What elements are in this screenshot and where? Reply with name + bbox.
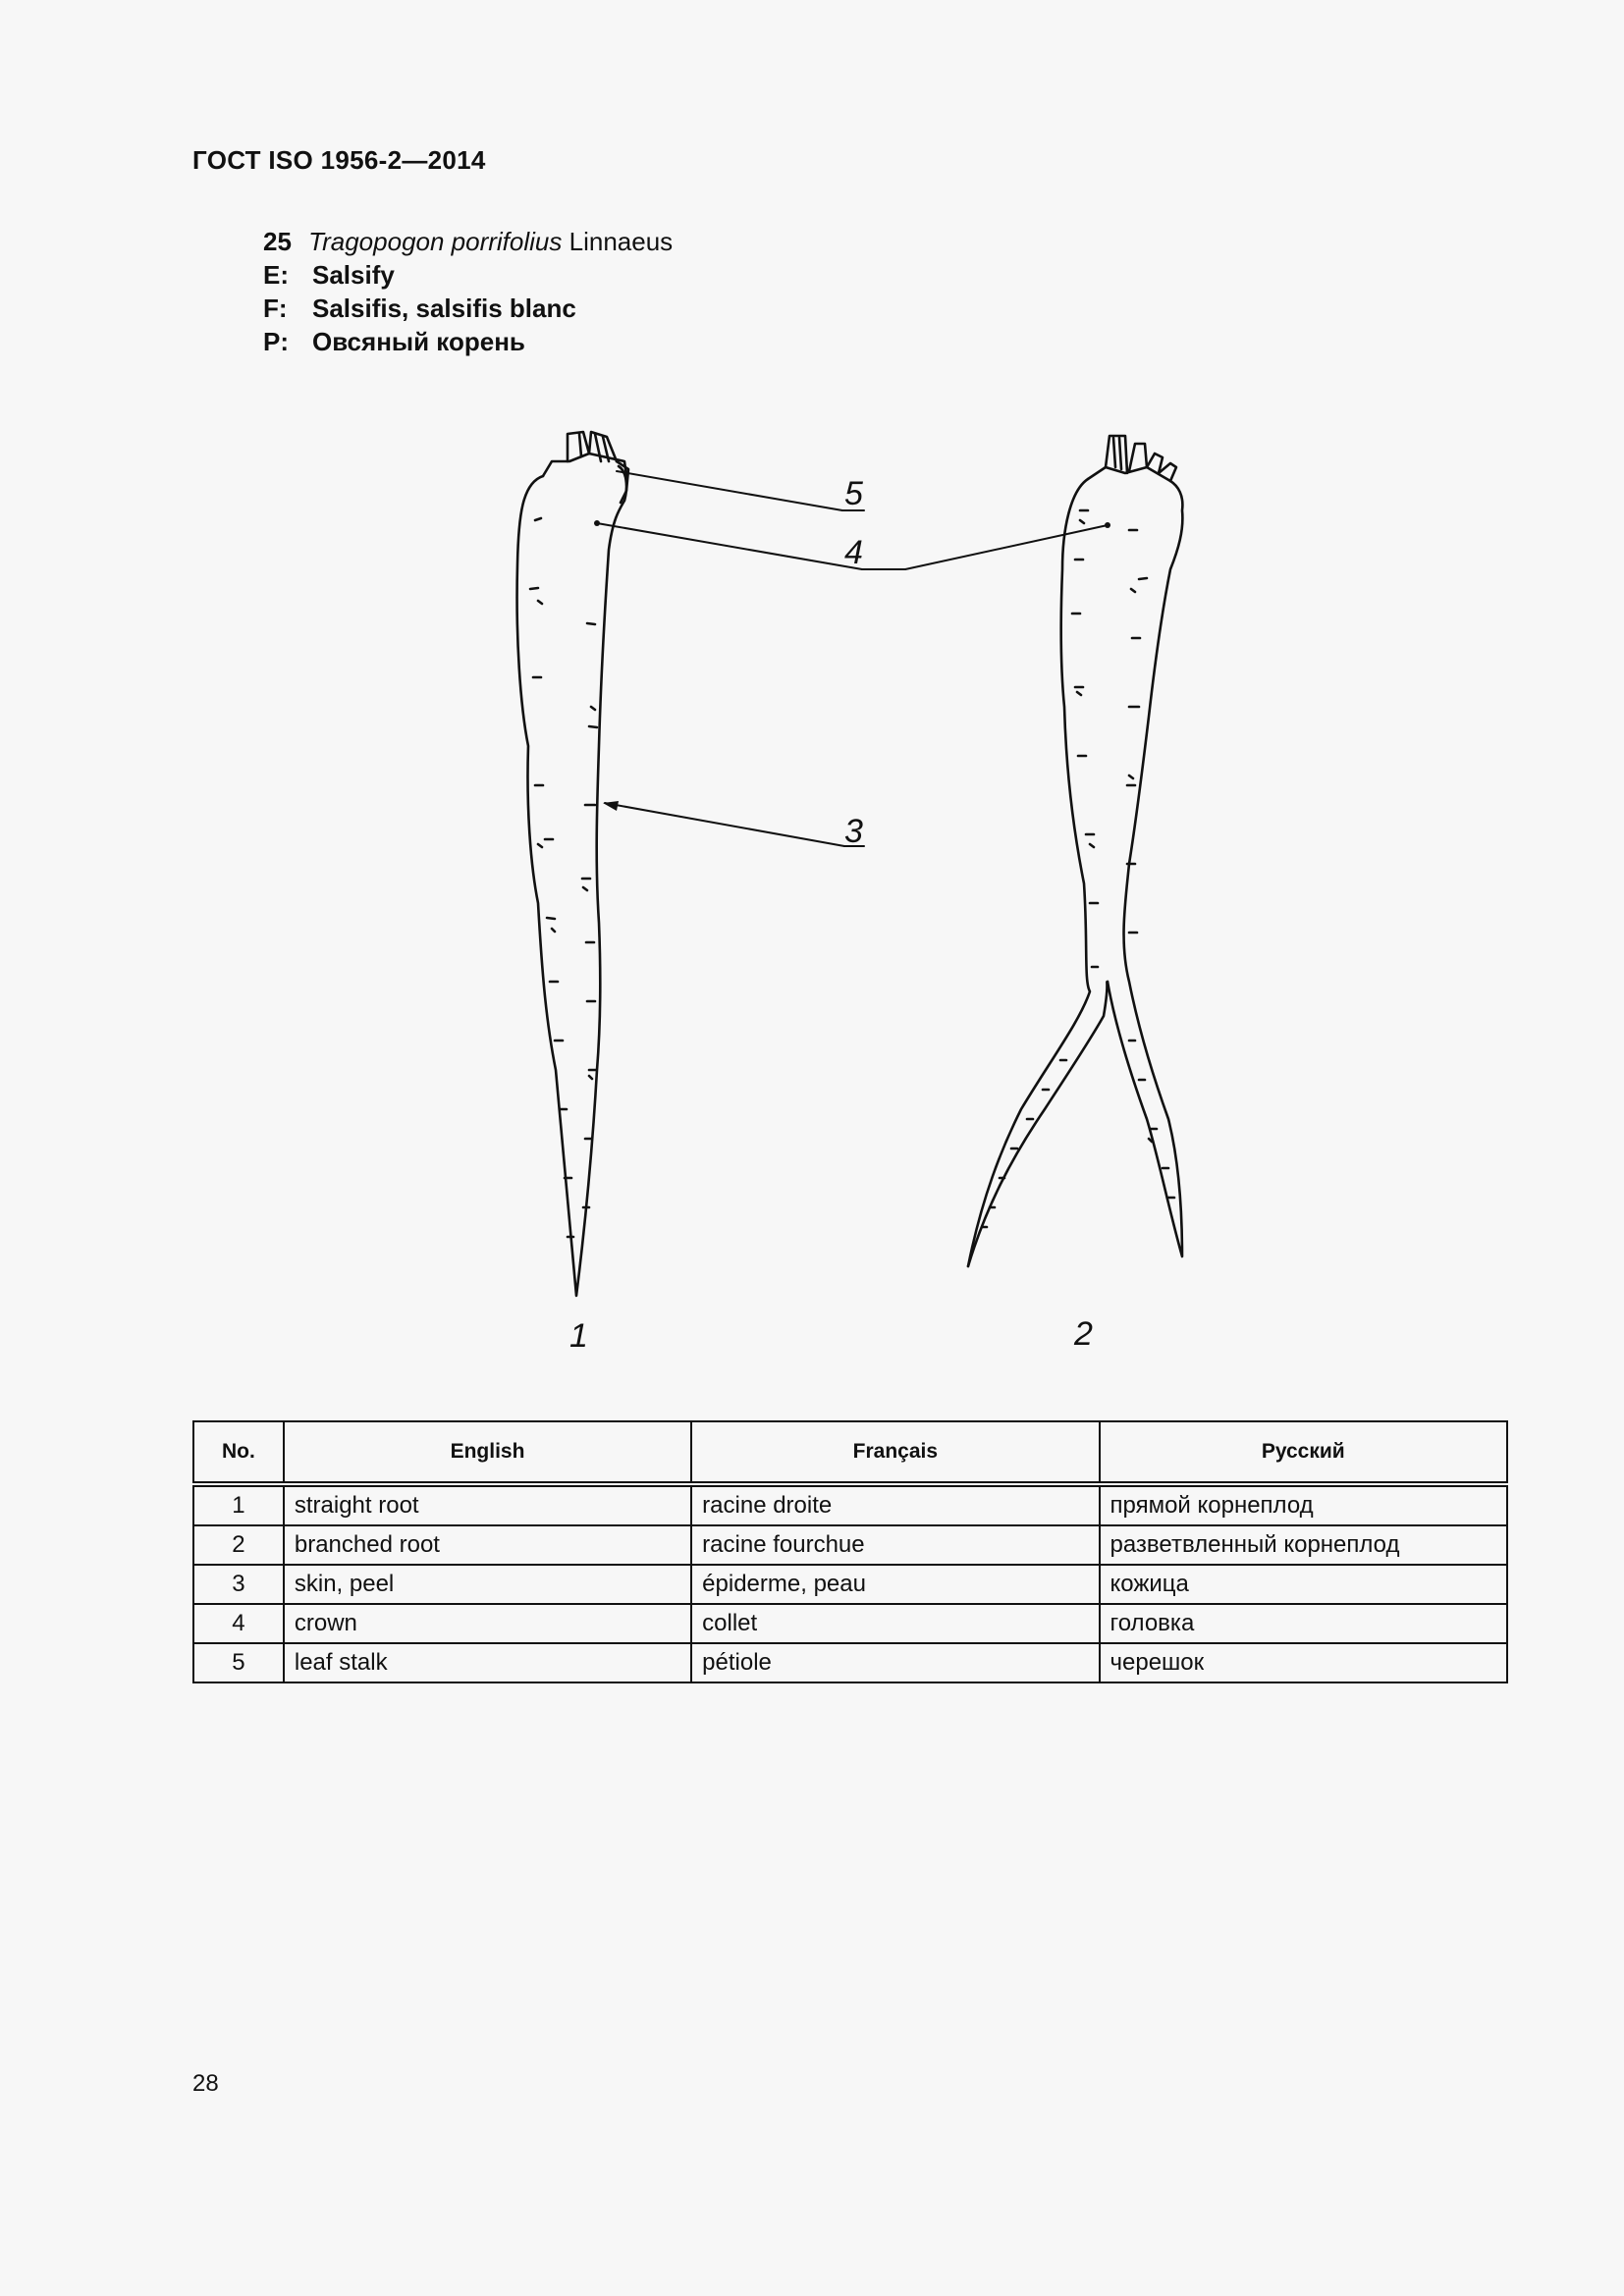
- species-latin-name: Tragopogon porrifolius: [308, 227, 563, 256]
- col-header-english: English: [284, 1421, 691, 1484]
- page-number: 28: [192, 2070, 219, 2097]
- table-row: [193, 1604, 1507, 1643]
- cell-no: 4: [193, 1604, 284, 1643]
- species-number: 25: [263, 227, 292, 256]
- species-author: Linnaeus: [568, 227, 674, 256]
- cell-french: collet: [691, 1604, 1099, 1643]
- col-header-french: Français: [691, 1421, 1099, 1484]
- callout-label-3: 3: [844, 813, 863, 850]
- common-name: Salsifis, salsifis blanc: [312, 294, 576, 323]
- cell-french: pétiole: [691, 1643, 1099, 1682]
- terms-table: [192, 1420, 1508, 1683]
- figure-caption-2: 2: [1074, 1315, 1093, 1353]
- cell-no: 5: [193, 1643, 284, 1682]
- cell-no: 2: [193, 1525, 284, 1565]
- cell-no: 1: [193, 1484, 284, 1525]
- table-header-row: [193, 1421, 1507, 1484]
- common-name: Овсяный корень: [312, 327, 525, 356]
- cell-no: 3: [193, 1565, 284, 1604]
- cell-russian: черешок: [1100, 1643, 1508, 1682]
- cell-english: crown: [284, 1604, 691, 1643]
- cell-french: racine fourchue: [691, 1525, 1099, 1565]
- col-header-russian: Русский: [1100, 1421, 1508, 1484]
- cell-english: branched root: [284, 1525, 691, 1565]
- table-row: [193, 1484, 1507, 1525]
- cell-russian: головка: [1100, 1604, 1508, 1643]
- cell-english: skin, peel: [284, 1565, 691, 1604]
- cell-french: épiderme, peau: [691, 1565, 1099, 1604]
- leader-lines: [597, 471, 1108, 846]
- branched-root-drawing: [968, 436, 1182, 1266]
- col-header-no: No.: [193, 1421, 284, 1484]
- callout-label-4: 4: [844, 534, 863, 571]
- page-header-title: ГОСТ ISO 1956-2—2014: [192, 145, 486, 175]
- cell-english: leaf stalk: [284, 1643, 691, 1682]
- table-row: [193, 1565, 1507, 1604]
- cell-french: racine droite: [691, 1484, 1099, 1525]
- lang-label: E:: [263, 260, 289, 290]
- table-row: [193, 1643, 1507, 1682]
- straight-root-drawing: [517, 432, 628, 1296]
- callout-label-5: 5: [844, 475, 863, 512]
- cell-russian: прямой корнеплод: [1100, 1484, 1508, 1525]
- lang-label: F:: [263, 294, 288, 323]
- cell-russian: разветвленный корнеплод: [1100, 1525, 1508, 1565]
- cell-english: straight root: [284, 1484, 691, 1525]
- cell-russian: кожица: [1100, 1565, 1508, 1604]
- figure-caption-1: 1: [569, 1317, 588, 1355]
- lang-label: P:: [263, 327, 289, 356]
- table-row: [193, 1525, 1507, 1565]
- common-name: Salsify: [312, 260, 395, 290]
